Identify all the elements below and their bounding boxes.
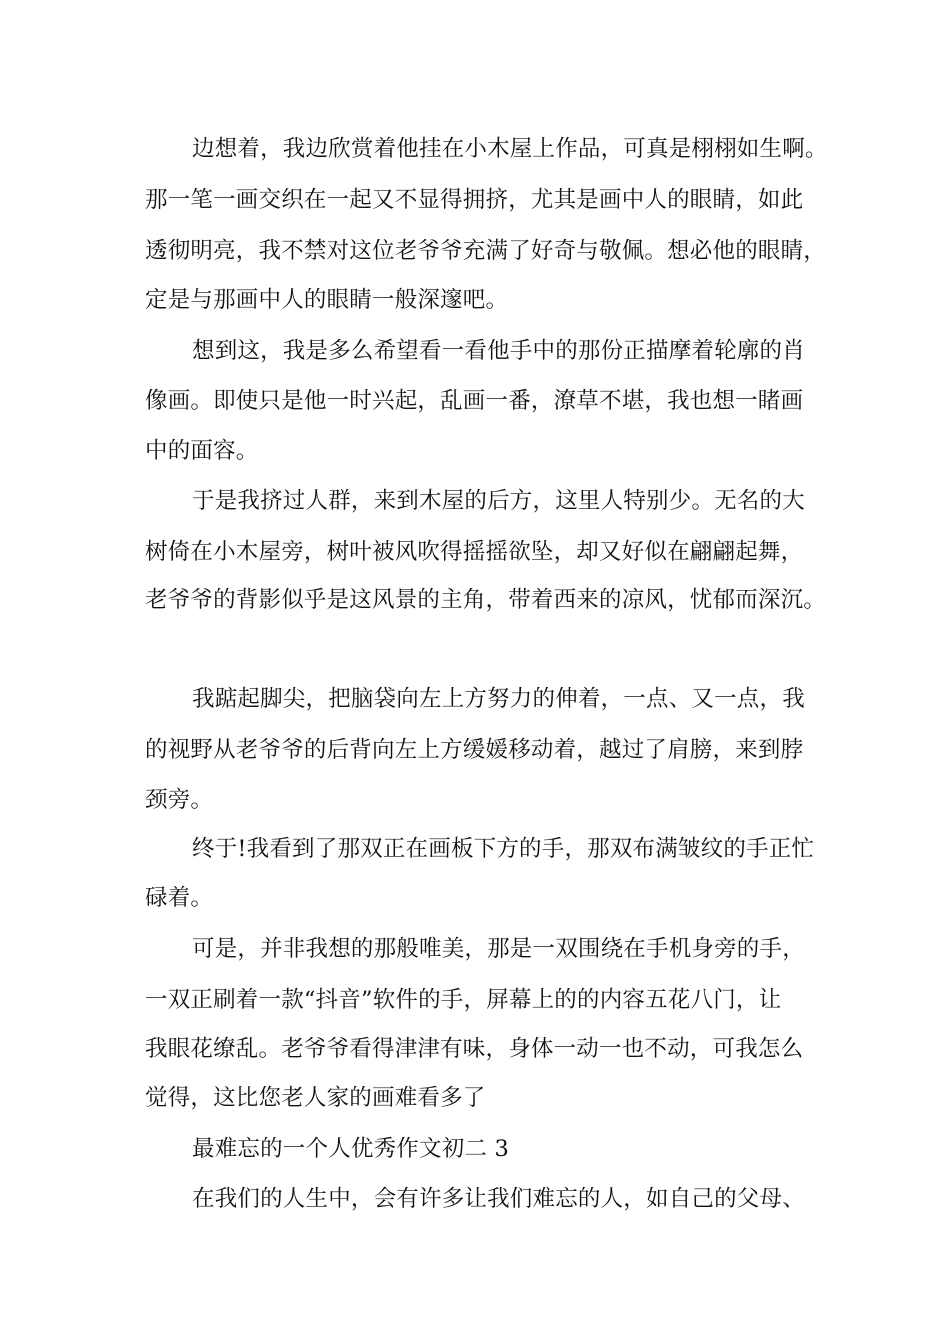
paragraph-6-line-1: 可是，并非我想的那般唯美，那是一双围绕在手机身旁的手， [192, 936, 805, 962]
paragraph-2-line-2: 像画。即使只是他一时兴起，乱画一番，潦草不堪，我也想一睹画 [145, 388, 804, 414]
paragraph-3-line-3: 老爷爷的背影似乎是这风景的主角，带着西来的凉风，忧郁而深沉。 [145, 587, 827, 613]
paragraph-4-line-3: 颈旁。 [145, 787, 214, 813]
section-heading: 最难忘的一个人优秀作文初二 3 [192, 1136, 509, 1162]
paragraph-4-line-2: 的视野从老爷爷的后背向左上方缓媛移动着，越过了肩膀，来到脖 [145, 737, 804, 763]
paragraph-1-line-3: 透彻明亮，我不禁对这位老爷爷充满了好奇与敬佩。想必他的眼睛， [145, 238, 827, 264]
paragraph-5-line-2: 碌着。 [145, 885, 214, 911]
paragraph-1-line-1: 边想着，我边欣赏着他挂在小木屋上作品，可真是栩栩如生啊。 [192, 136, 828, 162]
paragraph-2-line-1: 想到这，我是多么希望看一看他手中的那份正描摩着轮廓的肖 [192, 338, 805, 364]
paragraph-6-line-2: 一双正刷着一款“抖音”软件的手，屏幕上的的内容五花八门，让 [145, 987, 782, 1013]
paragraph-1-line-4: 定是与那画中人的眼睛一般深邃吧。 [145, 287, 509, 313]
paragraph-3-line-2: 树倚在小木屋旁，树叶被风吹得摇摇欲坠，却又好似在翩翩起舞， [145, 539, 804, 565]
paragraph-4-line-1: 我踮起脚尖，把脑袋向左上方努力的伸着，一点、又一点，我 [192, 686, 805, 712]
paragraph-3-line-1: 于是我挤过人群，来到木屋的后方，这里人特别少。无名的大 [192, 488, 805, 514]
paragraph-6-line-3: 我眼花缭乱。老爷爷看得津津有味，身体一动一也不动，可我怎么 [145, 1036, 804, 1062]
paragraph-5-line-1: 终于!我看到了那双正在画板下方的手，那双布满皱纹的手正忙 [192, 836, 815, 862]
paragraph-6-line-4: 觉得，这比您老人家的画难看多了 [145, 1085, 486, 1111]
paragraph-1-line-2: 那一笔一画交织在一起又不显得拥挤，尤其是画中人的眼睛，如此 [145, 187, 804, 213]
paragraph-7-line-1: 在我们的人生中，会有许多让我们难忘的人，如自己的父母、 [192, 1186, 805, 1212]
paragraph-2-line-3: 中的面容。 [145, 438, 259, 464]
